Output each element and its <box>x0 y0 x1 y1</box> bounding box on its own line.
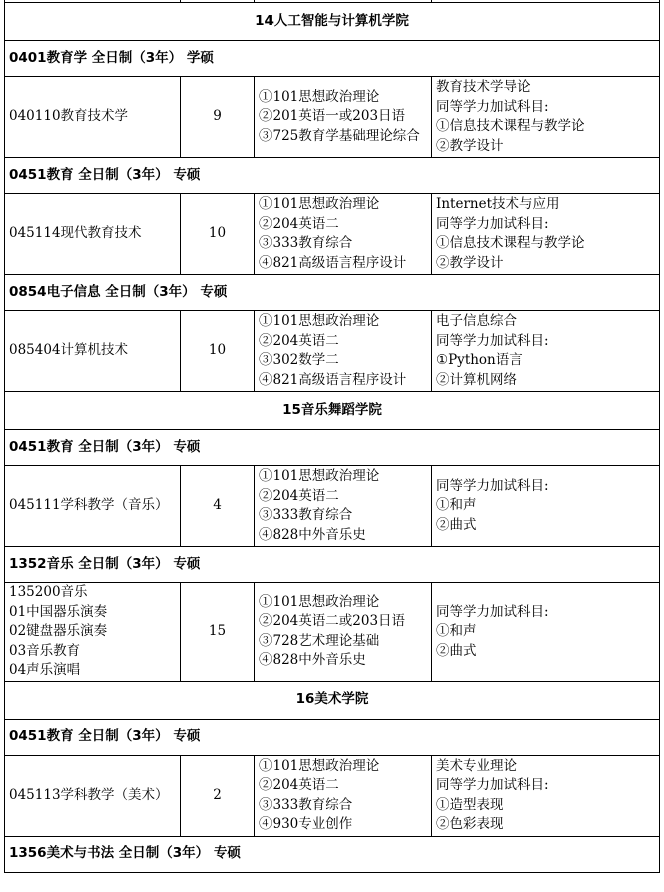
exam-subject: ①101思想政治理论 <box>259 196 380 212</box>
degree-title: 0451教育 全日制（3年） 专硕 <box>5 158 660 194</box>
exam-subject: ①101思想政治理论 <box>259 468 380 484</box>
degree-title: 0401教育学 全日制（3年） 学硕 <box>5 41 660 77</box>
enrollment-quota: 9 <box>181 77 255 158</box>
enrollment-quota: 4 <box>181 466 255 547</box>
degree-header-row <box>5 41 660 77</box>
school-header-row <box>5 681 660 719</box>
exam-subject: ③333教育综合 <box>259 235 353 251</box>
enrollment-quota: 10 <box>181 194 255 275</box>
exam-subject: ④828中外音乐史 <box>259 526 366 543</box>
remark-line: ①造型表现 <box>436 796 504 813</box>
exam-subject: ③728艺术理论基础 <box>259 632 380 649</box>
exam-subjects <box>255 755 432 836</box>
exam-subject: ②204英语二或203日语 <box>259 613 406 630</box>
remark-line: 同等学力加试科目: <box>436 98 549 115</box>
degree-title: 1352音乐 全日制（3年） 专硕 <box>5 547 660 583</box>
remark-line: ②曲式 <box>436 642 477 659</box>
degree-header-row <box>5 158 660 194</box>
remark-line: ②教学设计 <box>436 254 504 271</box>
remark-line: 同等学力加试科目: <box>436 332 549 349</box>
remarks <box>432 194 660 275</box>
enrollment-table <box>4 0 660 873</box>
major-name <box>5 583 181 682</box>
exam-subject: ①101思想政治理论 <box>259 313 380 329</box>
remarks <box>432 77 660 158</box>
major-name: 045113学科教学（美术） <box>5 755 181 836</box>
exam-subject: ②204英语二 <box>259 332 339 349</box>
remark-line: 同等学力加试科目: <box>436 215 549 232</box>
remark-line: ②色彩表现 <box>436 816 504 832</box>
major-line: 135200音乐 <box>9 584 88 600</box>
exam-subject: ④828中外音乐史 <box>259 652 366 669</box>
remark-line: ①信息技术课程与教学论 <box>436 235 585 251</box>
school-title: 15音乐舞蹈学院 <box>5 392 660 430</box>
exam-subject: ④930专业创作 <box>259 816 353 832</box>
degree-header-row <box>5 275 660 311</box>
exam-subject: ③302数学二 <box>259 352 339 368</box>
major-row <box>5 77 660 158</box>
major-direction: 03音乐教育 <box>9 642 81 659</box>
degree-title: 0451教育 全日制（3年） 专硕 <box>5 430 660 466</box>
exam-subject: ①101思想政治理论 <box>259 593 380 610</box>
exam-subject: ②204英语二 <box>259 487 339 504</box>
exam-subjects <box>255 77 432 158</box>
major-row <box>5 583 660 682</box>
major-name: 085404计算机技术 <box>5 311 181 392</box>
exam-subject: ③725教育学基础理论综合 <box>259 127 420 144</box>
school-header-row <box>5 392 660 430</box>
remarks <box>432 755 660 836</box>
major-row <box>5 466 660 547</box>
remarks <box>432 583 660 682</box>
remark-line: ①和声 <box>436 623 477 639</box>
exam-subject: ③333教育综合 <box>259 507 353 523</box>
major-row <box>5 755 660 836</box>
remarks <box>432 466 660 547</box>
exam-subject: ③333教育综合 <box>259 796 353 813</box>
exam-subject: ①101思想政治理论 <box>259 88 380 105</box>
remark-line: ②教学设计 <box>436 137 504 154</box>
remarks <box>432 311 660 392</box>
enrollment-quota: 2 <box>181 755 255 836</box>
exam-subjects <box>255 466 432 547</box>
remark-line: 同等学力加试科目: <box>436 603 549 620</box>
major-row <box>5 311 660 392</box>
remark-line: ①Python语言 <box>436 352 523 368</box>
school-title: 14人工智能与计算机学院 <box>5 3 660 41</box>
enrollment-quota: 15 <box>181 583 255 682</box>
remark-line: ②曲式 <box>436 516 477 533</box>
exam-subjects <box>255 194 432 275</box>
major-direction: 04声乐演唱 <box>9 662 81 678</box>
exam-subjects <box>255 311 432 392</box>
major-name: 040110教育技术学 <box>5 77 181 158</box>
exam-subject: ②204英语二 <box>259 215 339 232</box>
major-row <box>5 194 660 275</box>
degree-header-row <box>5 719 660 755</box>
major-direction: 01中国器乐演奏 <box>9 603 108 620</box>
degree-title: 0451教育 全日制（3年） 专硕 <box>5 719 660 755</box>
exam-subject: ②201英语一或203日语 <box>259 108 406 125</box>
school-title: 16美术学院 <box>5 681 660 719</box>
exam-subject: ①101思想政治理论 <box>259 757 380 774</box>
remark-line: 教育技术学导论 <box>436 79 531 95</box>
remark-line: ②计算机网络 <box>436 371 517 388</box>
degree-title: 1356美术与书法 全日制（3年） 专硕 <box>5 836 660 872</box>
exam-subject: ②204英语二 <box>259 777 339 793</box>
degree-header-row <box>5 430 660 466</box>
major-direction: 02键盘器乐演奏 <box>9 623 108 639</box>
major-name: 045114现代教育技术 <box>5 194 181 275</box>
remark-line: ①信息技术课程与教学论 <box>436 118 585 134</box>
major-name: 045111学科教学（音乐） <box>5 466 181 547</box>
remark-line: 电子信息综合 <box>436 313 517 329</box>
exam-subject: ④821高级语言程序设计 <box>259 371 407 388</box>
school-header-row <box>5 3 660 41</box>
remark-line: 同等学力加试科目: <box>436 777 549 793</box>
degree-title: 0854电子信息 全日制（3年） 专硕 <box>5 275 660 311</box>
exam-subjects <box>255 583 432 682</box>
remark-line: 同等学力加试科目: <box>436 477 549 494</box>
enrollment-quota: 10 <box>181 311 255 392</box>
exam-subject: ④821高级语言程序设计 <box>259 254 407 271</box>
degree-header-row <box>5 836 660 872</box>
degree-header-row <box>5 547 660 583</box>
remark-line: 美术专业理论 <box>436 757 517 774</box>
remark-line: ①和声 <box>436 497 477 514</box>
remark-line: Internet技术与应用 <box>436 196 560 212</box>
